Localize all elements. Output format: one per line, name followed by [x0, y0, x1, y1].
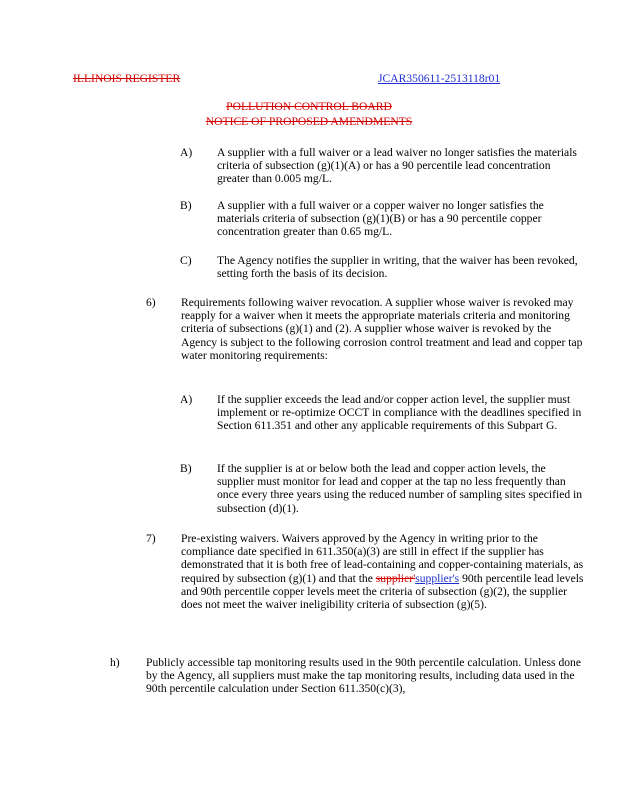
deleted-text: supplier' [375, 571, 416, 585]
paragraph-h-public-results: Publicly accessible tap monitoring results used in the 90th percentile calculation. Unless done by the Agency, all suppliers must make the tap monitoring results, including data used in the 90th percentile calculation under Section 611.350(c)(3), [146, 656, 581, 696]
document-id-link[interactable]: JCAR350611-2513118r01 [378, 72, 501, 85]
register-header: ILLINOIS REGISTER [73, 72, 181, 85]
paragraph-7-preexisting [181, 532, 585, 611]
paragraph-a-lead: A supplier with a full waiver or a lead waiver no longer satisfies the materials criteria of subsection (g)(1)(A) or has a 90 percentile lead concentration greater than 0.005 mg/L. [217, 146, 577, 186]
item-label: A) [180, 146, 193, 159]
paragraph-7-text-a: Pre-existing waivers. Waivers approved by the Agency in writing prior to the compliance date specified in 611.350(a)(3) are still in effect if the supplier has demonstrated that it is both free of lead-containing and copper-containing materials, as required by subsection (g)(1) and that the [181, 532, 584, 585]
item-label: B) [180, 199, 192, 212]
item-label: 6) [146, 296, 156, 309]
notice-title: NOTICE OF PROPOSED AMENDMENTS [205, 115, 413, 128]
inserted-text: supplier's [415, 571, 460, 585]
item-label: B) [180, 462, 192, 475]
paragraph-b-copper: A supplier with a full waiver or a copper waiver no longer satisfies the materials criteria of subsection (g)(1)(B) or has a 90 percentile copper concentration greater than 0.65 mg/L. [217, 199, 544, 239]
item-label: A) [180, 393, 193, 406]
paragraph-c-notify: The Agency notifies the supplier in writing, that the waiver has been revoked, setting forth the basis of its decision. [217, 254, 578, 281]
paragraph-7-text-b: 90th percentile lead levels and 90th percentile copper levels meet the criteria of subsection (g)(2), the supplier does not meet the waiver ineligibility criteria of subsection (g)(5). [181, 571, 584, 612]
agency-title: POLLUTION CONTROL BOARD [226, 100, 392, 113]
item-label: h) [110, 656, 120, 669]
paragraph-6b-below: If the supplier is at or below both the lead and copper action levels, the supplier must monitor for lead and copper at the tap no less frequently than once every three years using the reduced number of sampling sites specified in subsection (d)(1). [217, 462, 583, 515]
paragraph-6a-exceeds: If the supplier exceeds the lead and/or copper action level, the supplier must implement or re-optimize OCCT in compliance with the deadlines specified in Section 611.351 and other any applicable requirements of this Subpart G. [217, 393, 582, 433]
item-label: 7) [146, 532, 156, 545]
item-label: C) [180, 254, 192, 267]
paragraph-6-revocation: Requirements following waiver revocation. A supplier whose waiver is revoked may reapply for a waiver when it meets the appropriate materials criteria and monitoring criteria of subsections (g)(1) and (2). A supplier whose waiver is revoked by the Agency is subject to the following corrosion control treatment and lead and copper tap water monitoring requirements: [181, 296, 583, 362]
